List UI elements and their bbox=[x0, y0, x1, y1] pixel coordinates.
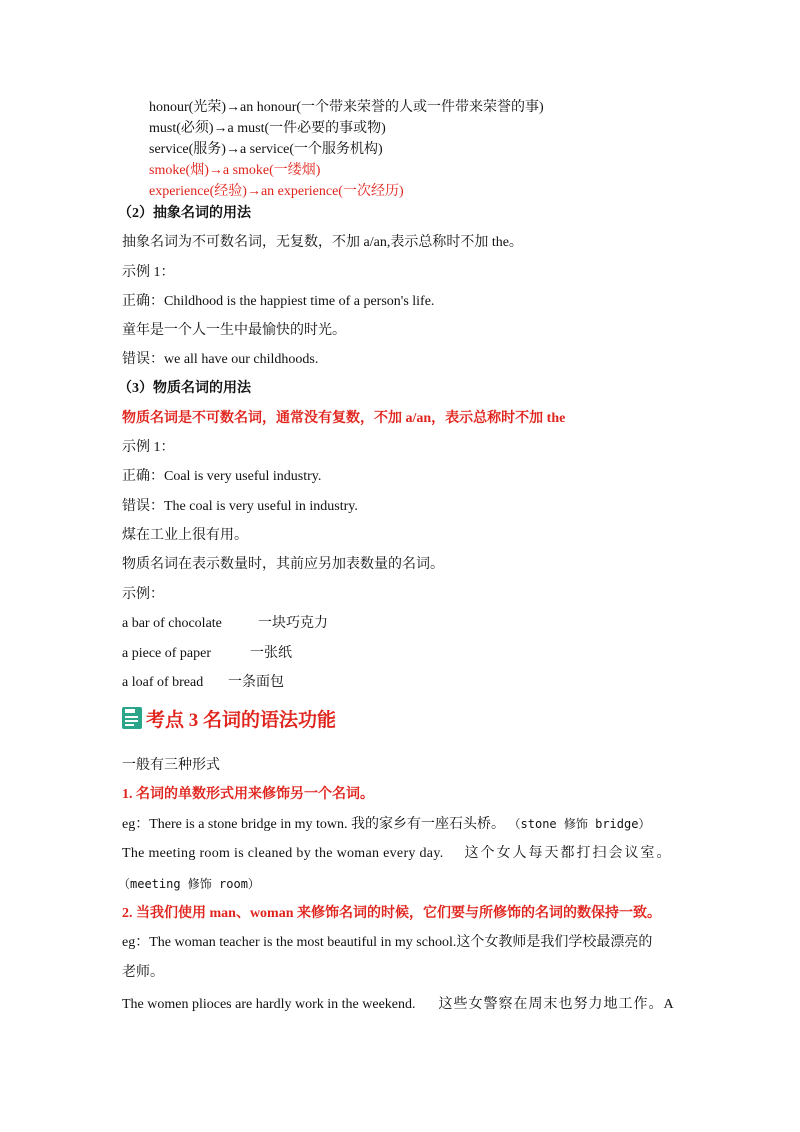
section2-wrong: 错误：we all have our childhoods. bbox=[122, 352, 319, 367]
example-experience: experience(经验)→an experience(一次经历) bbox=[149, 184, 404, 199]
phrase-paper-en: a piece of paper bbox=[122, 646, 211, 661]
point2: 2. 当我们使用 man、woman 来修饰名词的时候，它们要与所修饰的名词的数保持一致。 bbox=[122, 906, 662, 921]
phrase-bread-cn: 一条面包 bbox=[228, 675, 284, 690]
section3-title: （3）物质名词的用法 bbox=[118, 381, 251, 396]
section-heading bbox=[122, 704, 336, 732]
phrase-chocolate-cn: 一块巧克力 bbox=[258, 616, 328, 631]
eg4-cn: 这些女警察在周末也努力地工作。A bbox=[438, 997, 675, 1012]
eg3-line2: 老师。 bbox=[122, 965, 164, 980]
section4-intro: 一般有三种形式 bbox=[122, 758, 220, 773]
eg2-cn: 这个女人每天都打扫会议室。 bbox=[464, 846, 673, 861]
section2-translation: 童年是一个人一生中最愉快的时光。 bbox=[122, 323, 346, 338]
phrase-chocolate-en: a bar of chocolate bbox=[122, 616, 222, 631]
section2-example-label: 示例 1： bbox=[122, 265, 175, 280]
eg1-cn: 我的家乡有一座石头桥。 bbox=[351, 817, 506, 832]
example-service: service(服务)→a service(一个服务机构) bbox=[149, 142, 383, 157]
eg2-en: The meeting room is cleaned by the woman every day. bbox=[122, 846, 444, 861]
eg4-en: The women plioces are hardly work in the weekend. bbox=[122, 997, 416, 1012]
eg1-en: eg：There is a stone bridge in my town. bbox=[122, 817, 348, 832]
eg3-line1: eg：The woman teacher is the most beautiful in my school.这个女教师是我们学校最漂亮的 bbox=[122, 935, 653, 950]
section3-wrong: 错误：The coal is very useful in industry. bbox=[122, 499, 358, 514]
section3-quantity-rule: 物质名词在表示数量时，其前应另加表数量的名词。 bbox=[122, 557, 444, 572]
eg1-note: （stone 修饰 bridge） bbox=[508, 817, 651, 831]
notebook-icon bbox=[122, 707, 142, 729]
section3-example-label: 示例 1： bbox=[122, 440, 175, 455]
section3-translation: 煤在工业上很有用。 bbox=[122, 528, 248, 543]
section2-correct: 正确：Childhood is the happiest time of a person's life. bbox=[122, 294, 435, 309]
eg2-note: （meeting 修饰 room） bbox=[118, 877, 260, 891]
example-honour: honour(光荣)→an honour(一个带来荣誉的人或一件带来荣誉的事) bbox=[149, 100, 544, 115]
section3-example-label2: 示例： bbox=[122, 587, 164, 602]
section2-title: （2）抽象名词的用法 bbox=[118, 206, 251, 221]
phrase-paper-cn: 一张纸 bbox=[250, 646, 292, 661]
example-smoke: smoke(烟)→a smoke(一缕烟) bbox=[149, 163, 321, 178]
example-must: must(必须)→a must(一件必要的事或物) bbox=[149, 121, 386, 136]
heading-title: 考点 3 名词的语法功能 bbox=[146, 709, 337, 731]
eg2-line bbox=[122, 844, 673, 864]
section3-rule: 物质名词是不可数名词，通常没有复数，不加 a/an，表示总称时不加 the bbox=[122, 411, 566, 426]
point1: 1. 名词的单数形式用来修饰另一个名词。 bbox=[122, 787, 374, 802]
eg1-line bbox=[122, 814, 650, 835]
phrase-bread-en: a loaf of bread bbox=[122, 675, 204, 690]
eg4-line bbox=[122, 995, 675, 1015]
section2-rule: 抽象名词为不可数名词，无复数，不加 a/an,表示总称时不加 the。 bbox=[122, 235, 523, 250]
section3-correct: 正确：Coal is very useful industry. bbox=[122, 469, 322, 484]
